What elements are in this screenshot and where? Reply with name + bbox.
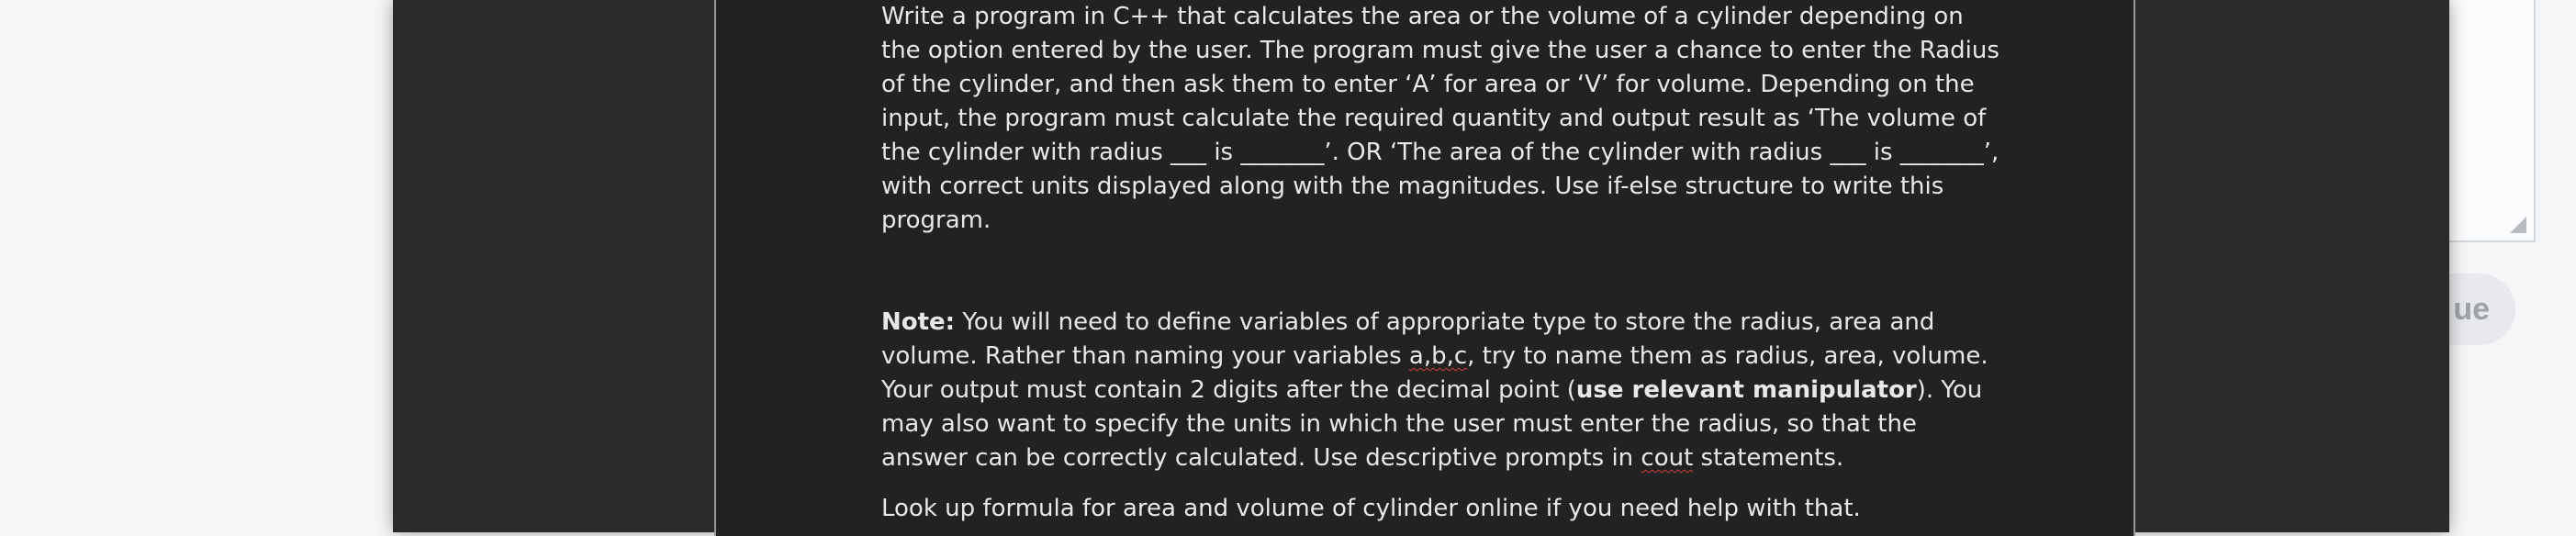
partial-button-label: ue [2453,291,2490,327]
paragraph-note [881,306,2001,475]
paragraph-lookup: Look up formula for area and volume of cylinder online if you need help with that. [881,495,1861,522]
note-text-4: statements. [1693,444,1844,472]
note-text-3: ). You may also want to specify the units in which the user must enter the radius, so that the answer can be correctly calculated. Use descriptive prompts in [881,376,1983,472]
document-page[interactable] [714,0,2135,536]
note-label: Note: [881,308,956,336]
paragraph-instructions: Write a program in C++ that calculates the area or the volume of a cylinder depending on the option entered by the user. The program must give the user a chance to enter the Radius of the cylinder, and then ask them to enter ‘A’ for area or ‘V’ for volume. Depending on the input, the program must calculate the required quantity and output result as ‘The volume of the cylinder with radius ___ is _______’. OR ‘The area of the cylinder with radius ___ is _______’, with correct units displayed along with the magnitudes. Use if-else structure to write this program. [881,3,1999,234]
spellcheck-word-cout[interactable]: cout [1641,444,1694,472]
note-text-1: You will need to define variables of appropriate type to store the radius, area and volume. Rather than naming your variables [881,308,1935,370]
spellcheck-word-abc[interactable]: a,b,c [1408,342,1468,370]
desktop-background-left [0,0,395,532]
note-bold-manipulator: use relevant manipulator [1575,376,1917,404]
text-area-panel[interactable] [2442,0,2536,242]
document-window [393,0,2449,532]
document-content[interactable] [881,0,2001,526]
note-text-2: , try to name them as radius, area, volume. Your output must contain 2 digits after the decimal point ( [881,342,1988,404]
resize-grip-icon[interactable] [2510,217,2526,233]
